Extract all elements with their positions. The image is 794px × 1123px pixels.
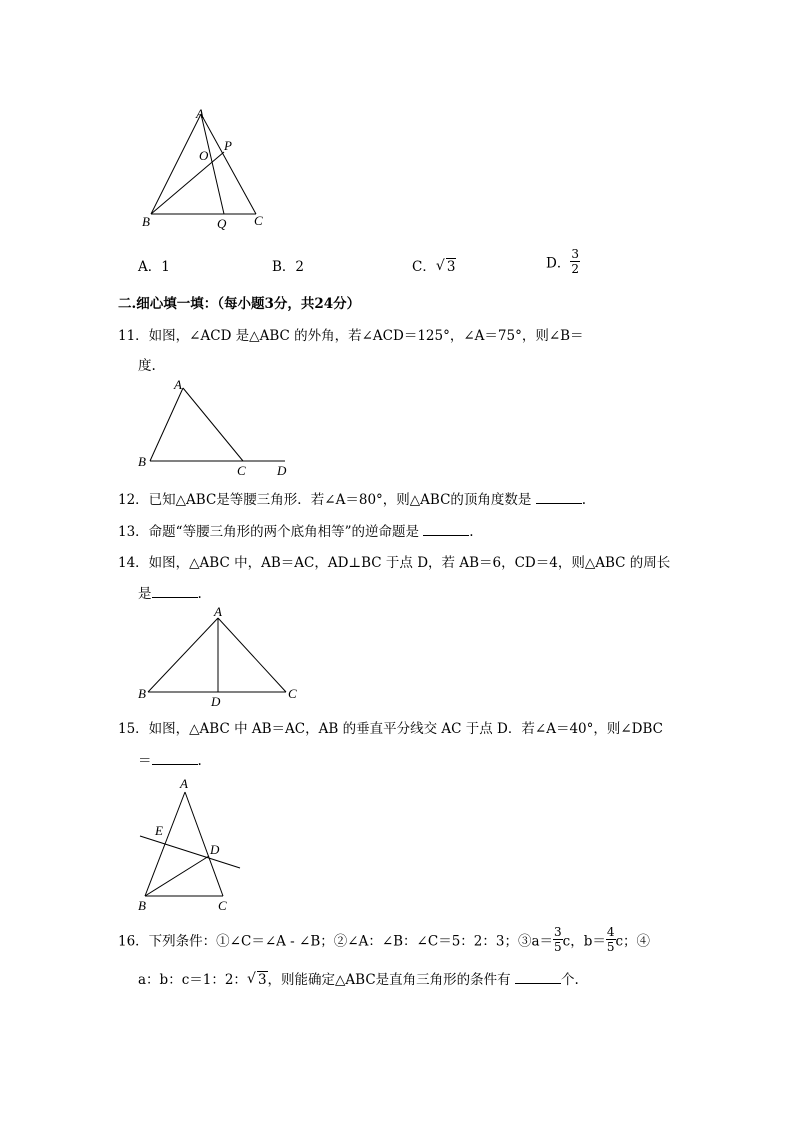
answer-blank-14[interactable]	[152, 585, 198, 598]
question-14-line1: 14．如图，△ABC 中，AB＝AC，AD⊥BC 于点 D，若 AB＝6，CD＝4，则△ABC 的周长	[118, 555, 671, 571]
question-14-prefix: 是	[138, 586, 152, 602]
question-14-end: .	[197, 586, 202, 602]
question-16-end: 个.	[560, 972, 579, 988]
question-16-line1	[118, 926, 650, 953]
q16-frac2-den: 5	[606, 940, 615, 954]
fig15-label-e: E	[155, 823, 163, 838]
fig14-label-a: A	[214, 604, 222, 619]
fig10-label-q: Q	[217, 216, 227, 231]
question-15-end: .	[197, 753, 202, 769]
answer-blank-16[interactable]	[515, 971, 561, 984]
q15-triangle-figure	[135, 774, 250, 919]
q16-fraction-1	[553, 926, 563, 953]
answer-blank-13[interactable]	[423, 523, 469, 536]
option-c-radicand: 3	[446, 259, 456, 275]
question-12-end: .	[581, 492, 587, 508]
option-a: A．1	[138, 259, 170, 275]
question-16-line2-post: ，则能确定△ABC是直角三角形的条件有	[267, 972, 515, 988]
question-13-text: 13．命题“等腰三角形的两个底角相等”的逆命题是	[118, 524, 424, 540]
fig14-label-b: B	[138, 686, 146, 701]
fig11-label-b: B	[138, 454, 146, 469]
question-16-line2	[138, 968, 579, 988]
fig11-label-a: A	[174, 378, 182, 392]
question-16-post: c；④	[615, 933, 651, 950]
option-d-numerator: 3	[571, 247, 579, 261]
q16-frac1-den: 5	[554, 940, 562, 954]
fig14-label-d: D	[211, 694, 221, 708]
question-11-line1: 11．如图，∠ACD 是△ABC 的外角，若∠ACD＝125°，∠A＝75°，则∠B＝	[118, 328, 584, 344]
question-15-line2	[138, 749, 202, 769]
question-12	[118, 488, 586, 508]
q11-triangle-figure	[135, 378, 295, 478]
option-b: B．2	[272, 259, 305, 275]
fig15-label-a: A	[180, 776, 188, 791]
section-heading: 二.细心填一填：（每小题3分，共24分）	[118, 296, 361, 312]
fig15-label-c: C	[218, 898, 227, 913]
option-d	[546, 248, 580, 275]
question-16-line2-pre: a：b：c＝1：2：	[138, 972, 247, 988]
question-14-line2	[138, 582, 202, 602]
fig11-label-d: D	[277, 463, 287, 478]
option-d-prefix: D．	[546, 255, 571, 272]
sqrt-symbol	[247, 972, 268, 988]
option-d-denominator: 2	[571, 262, 579, 276]
fig10-label-c: C	[254, 213, 263, 228]
question-16-mid: c，b＝	[562, 933, 606, 950]
q16-radicand: 3	[257, 972, 267, 988]
question-13-end: .	[469, 524, 474, 540]
q14-triangle-figure	[135, 604, 305, 708]
option-c-prefix: C．	[412, 259, 436, 275]
fig11-label-c: C	[237, 463, 246, 478]
answer-blank-12[interactable]	[536, 491, 582, 504]
fig15-label-b: B	[138, 898, 146, 913]
question-11-line2: 度.	[138, 358, 156, 374]
question-16-pre: 16．下列条件：①∠C＝∠A - ∠B；②∠A：∠B：∠C＝5：2：3；③a＝	[118, 933, 554, 950]
sqrt-symbol	[436, 259, 457, 275]
fig10-label-a: A	[196, 106, 204, 121]
question-13	[118, 520, 474, 540]
fig10-label-o: O	[199, 148, 209, 163]
option-c	[412, 255, 456, 275]
option-d-fraction	[570, 248, 580, 275]
question-15-prefix: ＝	[138, 753, 152, 769]
q16-frac2-num: 4	[606, 925, 615, 939]
q10-triangle-figure	[135, 100, 275, 235]
fig10-label-b: B	[142, 214, 150, 229]
answer-blank-15[interactable]	[152, 752, 198, 765]
fig15-label-d: D	[210, 842, 220, 857]
question-12-text: 12．已知△ABC是等腰三角形．若∠A＝80°，则△ABC的顶角度数是	[118, 492, 536, 508]
fig10-label-p: P	[224, 138, 232, 153]
fig14-label-c: C	[288, 686, 297, 701]
q16-frac1-num: 3	[554, 925, 562, 939]
question-15-line1: 15．如图，△ABC 中 AB＝AC，AB 的垂直平分线交 AC 于点 D．若∠A＝40°，则∠DBC	[118, 721, 664, 737]
q16-fraction-2	[606, 926, 616, 953]
